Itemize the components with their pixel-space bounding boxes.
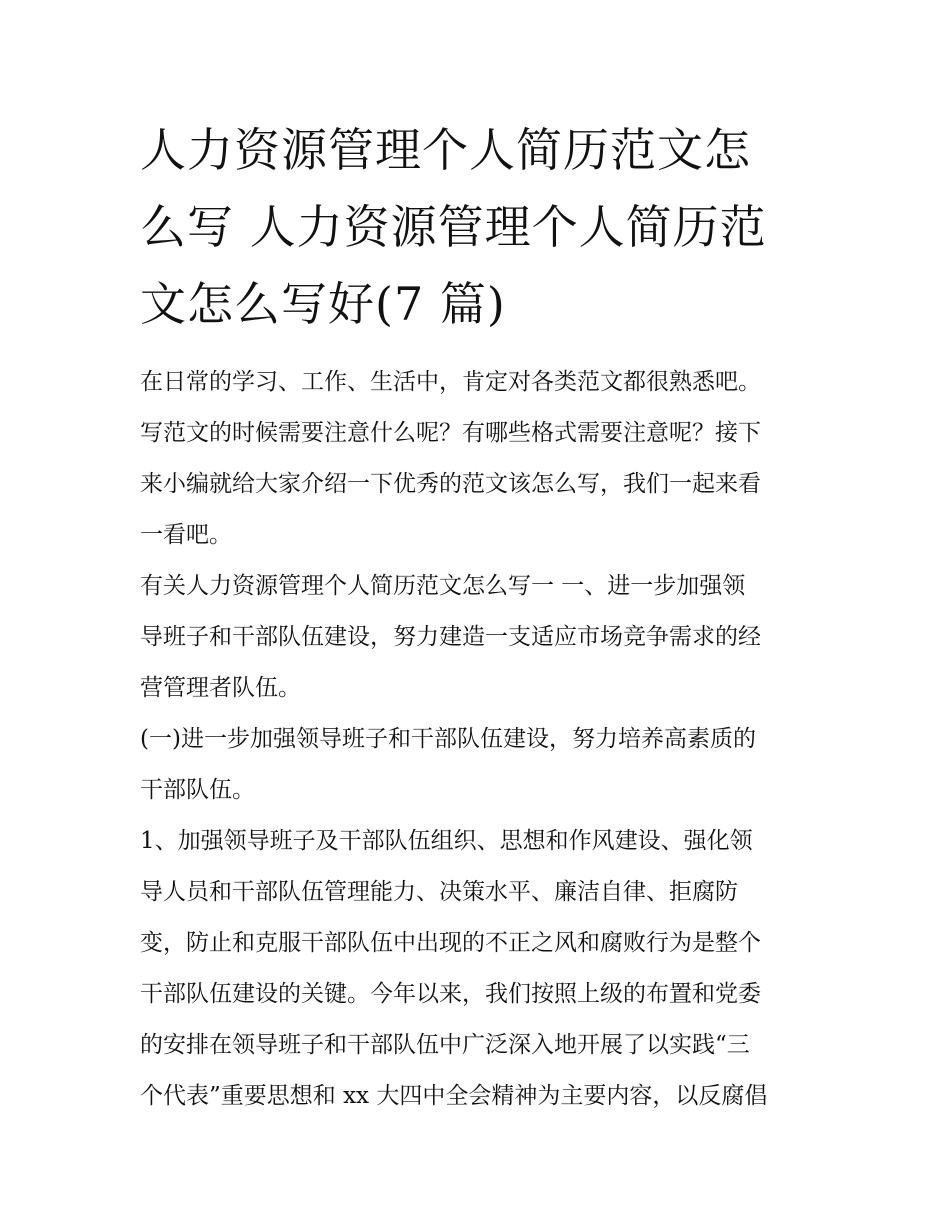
body-line: 干部队伍建设的关键。今年以来，我们按照上级的布置和党委 bbox=[140, 981, 761, 1007]
title-line: 人力资源管理个人简历范文怎 bbox=[140, 123, 751, 177]
body-line: 干部队伍。 bbox=[140, 777, 255, 803]
body-line: 的安排在领导班子和干部队伍中广泛深入地开展了以实践“三 bbox=[140, 1032, 750, 1058]
title-line: 文怎么写好(7 篇) bbox=[140, 277, 506, 331]
body-line: 在日常的学习、工作、生活中，肯定对各类范文都很熟悉吧。 bbox=[140, 369, 761, 395]
body-line: 导班子和干部队伍建设，努力建造一支适应市场竞争需求的经 bbox=[140, 624, 761, 650]
body-line: 写范文的时候需要注意什么呢？有哪些格式需要注意呢？接下 bbox=[140, 420, 761, 446]
body-line: 来小编就给大家介绍一下优秀的范文该怎么写，我们一起来看 bbox=[140, 471, 761, 497]
document-body bbox=[140, 357, 830, 1122]
body-line: 变，防止和克服干部队伍中出现的不正之风和腐败行为是整个 bbox=[140, 930, 761, 956]
body-line: 营管理者队伍。 bbox=[140, 675, 301, 701]
body-line: 一看吧。 bbox=[140, 522, 232, 548]
document-title bbox=[140, 112, 820, 343]
body-line: 导人员和干部队伍管理能力、决策水平、廉洁自律、拒腐防 bbox=[140, 879, 738, 905]
body-line: 1、加强领导班子及干部队伍组织、思想和作风建设、强化领 bbox=[140, 828, 753, 854]
body-line: (一)进一步加强领导班子和干部队伍建设，努力培养高素质的 bbox=[140, 726, 756, 752]
title-line: 么写 人力资源管理个人简历范 bbox=[140, 200, 767, 254]
body-line: 有关人力资源管理个人简历范文怎么写一 一、进一步加强领 bbox=[140, 573, 746, 599]
body-line: 个代表”重要思想和 xx 大四中全会精神为主要内容，以反腐倡 bbox=[140, 1083, 768, 1109]
